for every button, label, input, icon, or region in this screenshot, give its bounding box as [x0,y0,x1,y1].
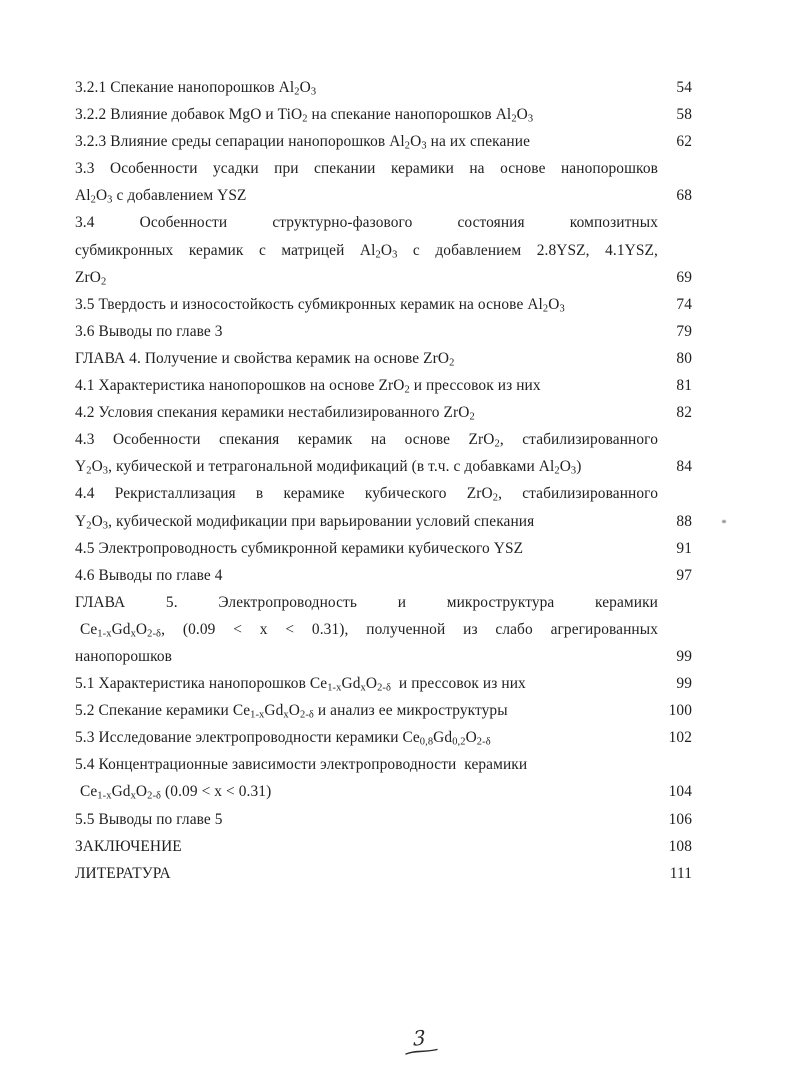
toc-line: 4.1 Характеристика нанопорошков на основе ZrO$_2$ и прессовок из них [75,377,541,396]
toc-entry [75,128,692,155]
handwritten-underline-stroke [405,1047,439,1056]
toc-entry-page: 88 [676,512,692,530]
toc-line: 3.5 Твердость и износостойкость субмикронных керамик на основе $Al_2O_3$ [75,295,565,315]
toc-entry [75,426,692,480]
toc-line: ЗАКЛЮЧЕНИЕ [75,837,182,855]
toc-entry [75,806,692,833]
toc-entry-page: 104 [668,783,692,801]
toc-entry-text [75,155,658,209]
toc-entry-text [75,833,658,860]
toc-entry-page: 62 [676,133,692,151]
toc-line: 3.4 Особенности структурно-фазового состояния композитных [75,214,658,232]
toc-entry-text [75,724,658,751]
toc-entry-page: 81 [676,377,692,395]
toc-entry-text [75,480,658,534]
toc-entry-page: 99 [676,647,692,665]
toc-entry-page: 68 [676,187,692,205]
toc-line: 5.4 Концентрационные зависимости электропроводности керамики [75,756,528,774]
toc-line: 5.3 Исследование электропроводности керамики $Ce_{0,8}Gd_{0,2}O_{2-\delta}$ [75,729,491,748]
toc-line: субмикронных керамик с матрицей $Al_2O_3$ с добавлением 2.8YSZ, 4.1YSZ, [75,241,658,261]
toc-entry-page: 79 [676,322,692,340]
toc-entry [75,399,692,426]
toc-entry-text [75,318,658,345]
toc-line: $Y_2O_3$, кубической и тетрагональной модификаций (в т.ч. с добавками $Al_2O_3$) [75,458,582,477]
toc-line: ZrO$_2$ [75,268,107,288]
toc-entry-text [75,399,658,426]
toc-entry-text [75,128,658,155]
toc-entry [75,318,692,345]
toc-line: нанопорошков [75,647,173,665]
toc-entry-text [75,806,658,833]
toc-entry-page: 69 [676,268,692,286]
toc-line: ГЛАВА 5. Электропроводность и микроструктура керамики [75,593,658,611]
toc-entry-text [75,209,658,290]
toc-entry-page: 74 [676,295,692,313]
toc-entry [75,562,692,589]
toc-entry-page: 106 [668,810,692,828]
toc-entry-text [75,589,658,670]
toc-line: ЛИТЕРАТУРА [75,864,171,882]
toc-entry-text [75,751,658,805]
toc-line: 4.5 Электропроводность субмикронной керамики кубического YSZ [75,539,524,557]
toc-entry [75,345,692,372]
toc-entry-page: 82 [676,404,692,422]
toc-entry [75,291,692,318]
toc-entry-text [75,372,658,399]
toc-line: $Ce_{1-x}Gd_xO_{2-\delta}$, (0.09 < x < 0.31), полученной из слабо агрегированных [80,620,658,640]
toc-line: 5.1 Характеристика нанопорошков $Ce_{1-x}Gd_xO_{2-\delta}$ и прессовок из них [75,675,526,694]
toc-line: 4.4 Рекристаллизация в керамике кубического ZrO$_2$, стабилизированного [75,485,658,505]
toc-entry-text [75,562,658,589]
toc-entry-text [75,697,658,724]
toc-entry [75,480,692,534]
toc-entry-text [75,860,658,887]
toc-entry [75,101,692,128]
toc-line: 3.2.2 Влияние добавок MgO и TiO$_2$ на спекание нанопорошков $Al_2O_3$ [75,106,534,125]
toc-entry-page: 97 [676,566,692,584]
toc-entry-text [75,74,658,101]
toc-entry [75,860,692,887]
toc-entry [75,209,692,290]
scan-speck [722,520,726,523]
toc-line: $Ce_{1-x}Gd_xO_{2-\delta}$ (0.09 < x < 0.31) [80,783,272,803]
toc-line: 3.3 Особенности усадки при спекании керамики на основе нанопорошков [75,160,658,178]
toc-entry [75,751,692,805]
toc-entry-text [75,426,658,480]
toc-line: $Y_2O_3$, кубической модификации при варьировании условий спекания [75,512,535,532]
toc-line: 3.6 Выводы по главе 3 [75,322,223,340]
toc-entry-page: 111 [669,864,692,882]
toc-entry-page: 91 [676,539,692,557]
toc-line: 5.2 Спекание керамики $Ce_{1-x}Gd_xO_{2-\delta}$ и анализ ее микроструктуры [75,702,508,721]
toc-entry [75,589,692,670]
toc-line: 3.2.3 Влияние среды сепарации нанопорошков $Al_2O_3$ на их спекание [75,133,531,152]
toc-entry-text [75,291,658,318]
handwritten-digit: 3 [412,1025,427,1051]
toc-entry [75,155,692,209]
toc-line: 3.2.1 Спекание нанопорошков $Al_2O_3$ [75,79,317,98]
toc-entry-text [75,670,658,697]
toc-entry-page: 84 [676,458,692,476]
toc-entry [75,833,692,860]
toc-line: 4.3 Особенности спекания керамик на основе ZrO$_2$, стабилизированного [75,431,658,450]
toc-line: ГЛАВА 4. Получение и свойства керамик на основе ZrO$_2$ [75,349,455,369]
toc-entry-page: 58 [676,106,692,124]
toc-entry-page: 80 [676,349,692,367]
table-of-contents [75,74,692,887]
toc-entry-page: 99 [676,675,692,693]
toc-entry-page: 100 [668,702,692,720]
toc-entry-text [75,535,658,562]
toc-entry [75,670,692,697]
toc-entry [75,697,692,724]
toc-line: 5.5 Выводы по главе 5 [75,810,223,828]
toc-entry-text [75,345,658,372]
toc-entry [75,535,692,562]
toc-line: 4.2 Условия спекания керамики нестабилизированного ZrO$_2$ [75,404,475,423]
toc-entry-page: 54 [676,79,692,96]
toc-entry-page: 102 [668,729,692,747]
handwritten-page-number [405,1026,441,1056]
toc-entry [75,74,692,101]
toc-entry [75,372,692,399]
toc-entry [75,724,692,751]
toc-line: 4.6 Выводы по главе 4 [75,566,223,584]
toc-entry-text [75,101,658,128]
toc-line: $Al_2O_3$ с добавлением YSZ [75,187,247,206]
toc-entry-page: 108 [668,837,692,855]
